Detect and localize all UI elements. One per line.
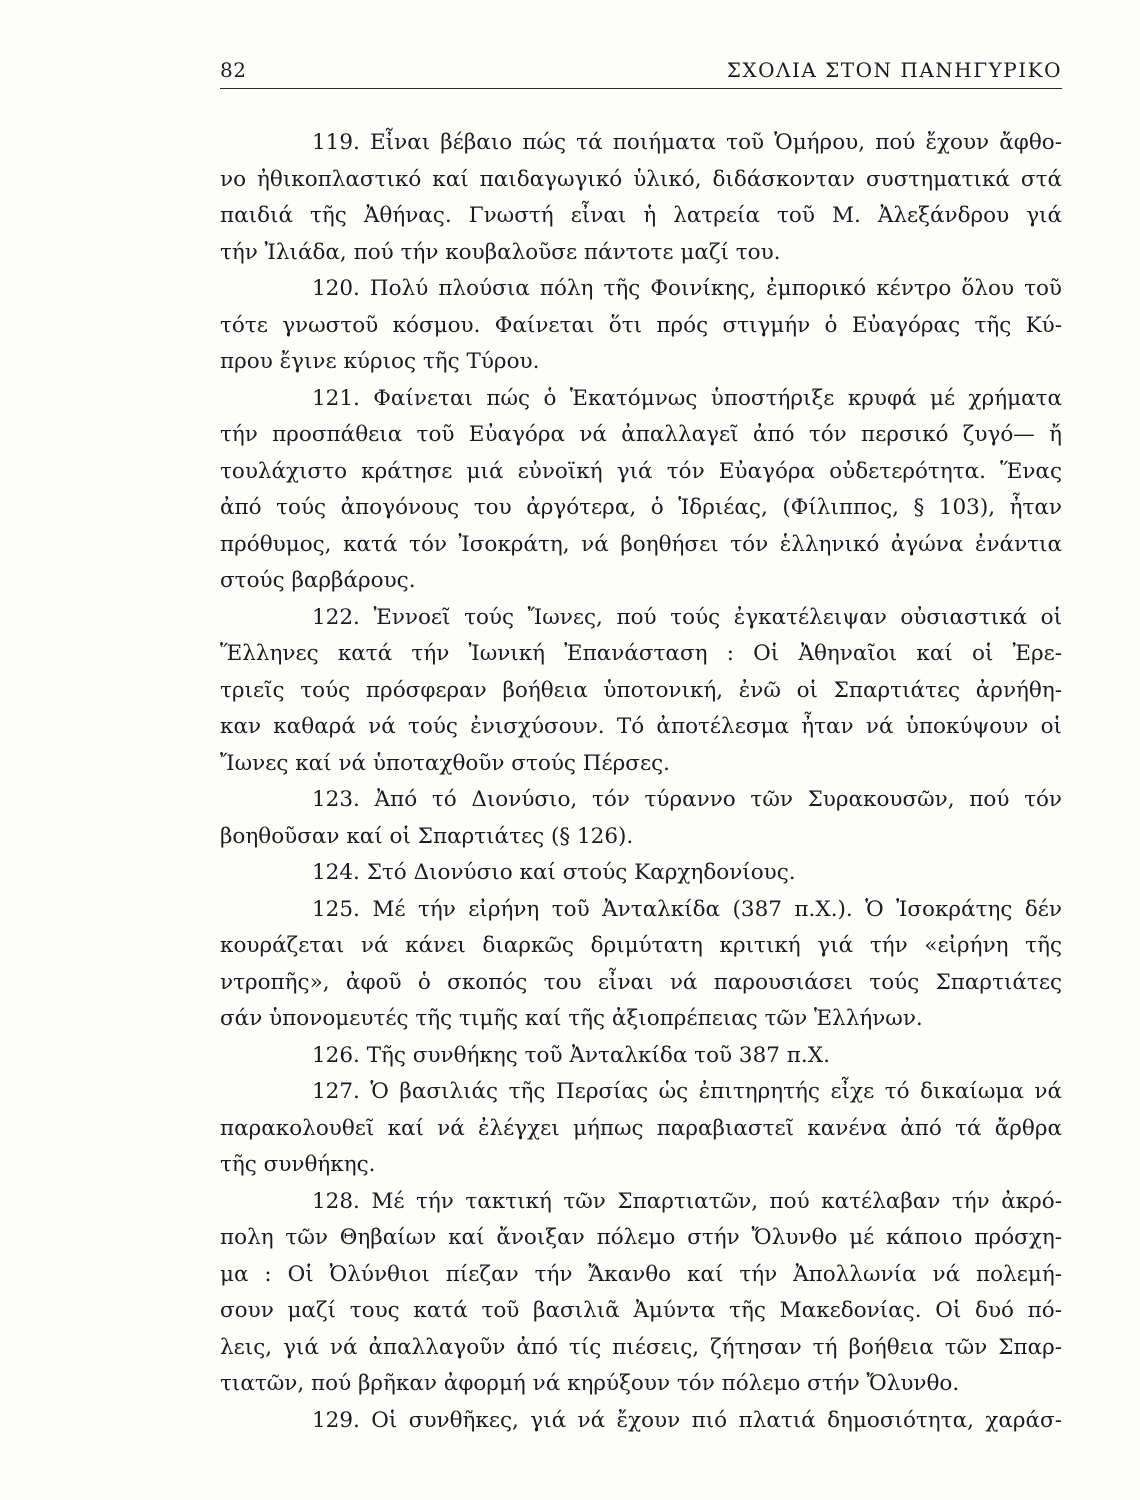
text-line: τήν προσπάθεια τοῦ Εὐαγόρα νά ἀπαλλαγεῖ ἀπό τόν περσικό ζυγό— ἤ (220, 422, 1062, 447)
text-line: μα : Οἱ Ὀλύνθιοι πίεζαν τήν Ἄκανθο καί τήν Ἀπολλωνία νά πολεμή- (220, 1261, 1062, 1287)
text-line: παρακολουθεῖ καί νά ἐλέγχει μήπως παραβιαστεῖ κανένα ἀπό τά ἄρθρα (220, 1115, 1062, 1141)
text-line: στούς βαρβάρους. (220, 568, 416, 593)
text-line: 129. Οἱ συνθῆκες, γιά νά ἔχουν πιό πλατιά δημοσιότητα, χαράσ- (312, 1407, 1062, 1433)
page-header (220, 56, 1062, 89)
text-line: 119. Εἶναι βέβαιο πώς τά ποιήματα τοῦ Ὁμήρου, πού ἔχουν ἄφθο- (312, 130, 1062, 155)
text-line: τιατῶν, πού βρῆκαν ἀφορμή νά κηρύξουν τόν πόλεμο στήν Ὄλυνθο. (220, 1371, 960, 1396)
text-line: λεις, γιά νά ἀπαλλαγοῦν ἀπό τίς πιέσεις, ζήτησαν τή βοήθεια τῶν Σπαρ- (220, 1334, 1062, 1360)
text-line: 128. Μέ τήν τακτική τῶν Σπαρτιατῶν, πού κατέλαβαν τήν ἀκρό- (312, 1188, 1062, 1214)
text-line: κουράζεται νά κάνει διαρκῶς δριμύτατη κριτική γιά τήν «εἰρήνη τῆς (220, 933, 1062, 958)
text-line: πρου ἔγινε κύριος τῆς Τύρου. (220, 349, 540, 374)
text-line: τριεῖς τούς πρόσφεραν βοήθεια ὑποτονική, ἐνῶ οἱ Σπαρτιάτες ἀρνήθη- (220, 677, 1062, 703)
text-line: ἀπό τούς ἀπογόνους του ἀργότερα, ὁ Ἱδριέας, (Φίλιππος, § 103), ἦταν (220, 495, 1062, 520)
text-line: καν καθαρά νά τούς ἐνισχύσουν. Τό ἀποτέλεσμα ἦταν νά ὑποκύψουν οἱ (220, 714, 1062, 739)
text-line: 121. Φαίνεται πώς ὁ Ἑκατόμνως ὑποστήριξε κρυφά μέ χρήματα (312, 385, 1062, 411)
text-line: Ἴωνες καί νά ὑποταχθοῦν στούς Πέρσες. (220, 750, 670, 776)
page-body (220, 125, 1062, 1439)
text-line: 120. Πολύ πλούσια πόλη τῆς Φοινίκης, ἐμπορικό κέντρο ὅλου τοῦ (312, 276, 1062, 301)
text-line: τῆς συνθήκης. (220, 1152, 376, 1177)
text-line: πρόθυμος, κατά τόν Ἰσοκράτη, νά βοηθήσει τόν ἑλληνικό ἀγώνα ἐνάντια (220, 531, 1062, 557)
text-line: 125. Μέ τήν εἰρήνη τοῦ Ἀνταλκίδα (387 π.Χ.). Ὁ Ἰσοκράτης δέν (312, 896, 1062, 922)
page-number: 82 (220, 58, 247, 82)
text-line: 127. Ὁ βασιλιάς τῆς Περσίας ὡς ἐπιτηρητής εἶχε τό δικαίωμα νά (312, 1079, 1062, 1104)
text-line: σουν μαζί τους κατά τοῦ βασιλιᾶ Ἀμύντα τῆς Μακεδονίας. Οἱ δυό πό- (220, 1298, 1062, 1323)
text-line: 124. Στό Διονύσιο καί στούς Καρχηδονίους. (312, 860, 796, 885)
text-line: σάν ὑπονομευτές τῆς τιμῆς καί τῆς ἀξιοπρέπειας τῶν Ἑλλήνων. (220, 1006, 923, 1031)
text-line: τουλάχιστο κράτησε μιά εὐνοϊκή γιά τόν Εὐαγόρα οὐδετερότητα. Ἕνας (220, 458, 1062, 484)
text-line: 123. Ἀπό τό Διονύσιο, τόν τύραννο τῶν Συρακουσῶν, πού τόν (312, 787, 1062, 812)
text-line: 122. Ἐννοεῖ τούς Ἴωνες, πού τούς ἐγκατέλειψαν οὐσιαστικά οἱ (312, 604, 1062, 630)
text-line: 126. Τῆς συνθήκης τοῦ Ἀνταλκίδα τοῦ 387 π.Χ. (312, 1042, 830, 1068)
text-line: παιδιά τῆς Ἀθήνας. Γνωστή εἶναι ἡ λατρεία τοῦ Μ. Ἀλεξάνδρου γιά (220, 203, 1062, 228)
text-line: Ἕλληνες κατά τήν Ἰωνική Ἐπανάσταση : Οἱ Ἀθηναῖοι καί οἱ Ἐρε- (220, 641, 1062, 666)
text-line: πολη τῶν Θηβαίων καί ἄνοιξαν πόλεμο στήν Ὄλυνθο μέ κάποιο πρόσχη- (220, 1225, 1062, 1250)
running-title: ΣΧΟΛΙΑ ΣΤΟΝ ΠΑΝΗΓΥΡΙΚΟ (726, 58, 1062, 82)
text-line: τήν Ἰλιάδα, πού τήν κουβαλοῦσε πάντοτε μαζί του. (220, 239, 781, 265)
text-line: τότε γνωστοῦ κόσμου. Φαίνεται ὅτι πρός στιγμήν ὁ Εὐαγόρας τῆς Κύ- (220, 312, 1062, 338)
text-line: ντροπῆς», ἀφοῦ ὁ σκοπός του εἶναι νά παρουσιάσει τούς Σπαρτιάτες (220, 969, 1062, 995)
text-line: νο ἠθικοπλαστικό καί παιδαγωγικό ὑλικό, διδάσκονταν συστηματικά στά (220, 166, 1062, 192)
text-line: βοηθοῦσαν καί οἱ Σπαρτιάτες (§ 126). (220, 823, 634, 849)
